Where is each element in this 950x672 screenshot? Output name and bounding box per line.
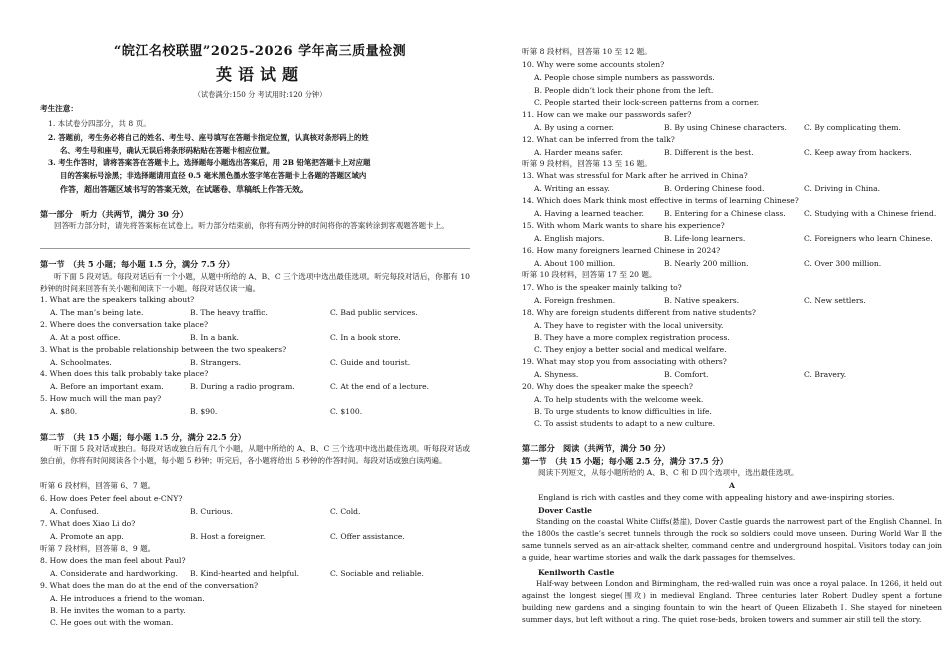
q1-option-b: B. The heavy traffic. xyxy=(190,308,268,317)
q4-option-b: B. During a radio program. xyxy=(190,382,295,391)
q20-stem: 20. Why does the speaker make the speech? xyxy=(522,382,693,391)
q6-option-c: C. Cold. xyxy=(330,507,361,516)
part2-sec1-heading: 第一节 （共 15 小题；每小题 2.5 分，满分 37.5 分） xyxy=(522,456,728,466)
q9-option-c: C. He goes out with the woman. xyxy=(50,618,174,627)
q20-option-b: B. To urge students to know difficulties in life. xyxy=(534,407,712,416)
q16-stem: 16. How many foreigners learned Chinese in 2024? xyxy=(522,246,721,255)
q10-option-a: A. People chose simple numbers as passwords. xyxy=(534,73,715,82)
q13-option-b: B. Ordering Chinese food. xyxy=(664,184,765,193)
subject-title: 英语试题 xyxy=(215,65,304,84)
q19-stem: 19. What may stop you from associating with others? xyxy=(522,357,727,366)
q3-option-b: B. Strangers. xyxy=(190,358,242,367)
q17-option-a: A. Foreign freshmen. xyxy=(534,296,616,305)
q10-stem: 10. Why were some accounts stolen? xyxy=(522,60,665,69)
notice-item-3c: 作答，超出答题区域书写的答案无效，在试题卷、草稿纸上作答无效。 xyxy=(60,184,308,194)
q13-stem: 13. What was stressful for Mark after he arrived in China? xyxy=(522,171,748,180)
part1-heading: 第一部分 听力（共两节，满分 30 分） xyxy=(40,209,189,219)
q7-option-c: C. Offer assistance. xyxy=(330,532,405,541)
q19-option-c: C. Bravery. xyxy=(804,370,847,379)
part2-heading: 第二部分 阅读（共两节，满分 50 分） xyxy=(522,443,671,453)
q5-option-b: B. $90. xyxy=(190,407,218,416)
q18-stem: 18. Why are foreign students different from native students? xyxy=(522,308,756,317)
passage-intro: England is rich with castles and they come with appealing history and awe-inspiring stories. xyxy=(538,493,895,502)
q8-option-b: B. Kind-hearted and helpful. xyxy=(190,569,300,578)
q4-option-a: A. Before an important exam. xyxy=(50,382,164,391)
q13-option-a: A. Writing an essay. xyxy=(534,184,610,193)
notice-item-2a: 2. 答题前，考生务必将自己的姓名、考生号、座号填写在答题卡指定位置，认真核对条形码上的姓 xyxy=(48,133,369,142)
q17-stem: 17. Who is the speaker mainly talking to? xyxy=(522,283,682,292)
q4-option-c: C. At the end of a lecture. xyxy=(330,382,430,391)
q5-option-a: A. $80. xyxy=(50,407,78,416)
q5-option-c: C. $100. xyxy=(330,407,363,416)
q12-stem: 12. What can be inferred from the talk? xyxy=(522,135,675,144)
q12-option-a: A. Harder means safer. xyxy=(534,148,623,157)
q3-stem: 3. What is the probable relationship between the two speakers? xyxy=(40,345,287,354)
sec2-intro: 听下面 5 段对话或独白。每段对话或独白后有几个小题，从题中所给的 A、B、C 三个选项中选出最佳选项。听每段对话或独白前，你将有时间阅读各个小题，每小题 5 秒钟；听完后，各小题将给出 5 秒钟的作答时间。每段对话或独白读两遍。 xyxy=(40,444,470,465)
q11-stem: 11. How can we make our passwords safer? xyxy=(522,110,692,119)
material-10: 听第 10 段材料，回答第 17 至 20 题。 xyxy=(522,270,657,279)
q17-option-c: C. New settlers. xyxy=(804,296,866,305)
notice-item-1: 1. 本试卷分四部分，共 8 页。 xyxy=(48,119,151,128)
q7-option-a: A. Promote an app. xyxy=(50,532,124,541)
q17-option-b: B. Native speakers. xyxy=(664,296,740,305)
q6-option-b: B. Curious. xyxy=(190,507,233,516)
sec2-heading: 第二节 （共 15 小题；每小题 1.5 分，满分 22.5 分） xyxy=(40,432,246,442)
q6-stem: 6. How does Peter feel about e-CNY? xyxy=(40,494,183,503)
part2-intro: 阅读下列短文，从每小题所给的 A、B、C 和 D 四个选项中，选出最佳选项。 xyxy=(538,468,799,477)
dover-title: Dover Castle xyxy=(538,506,593,515)
kenilworth-text: Half-way between London and Birmingham, the red-walled ruin was once a royal palace. In 1266, it held out against the longest siege(围攻) in medieval England. Three centuries later Robert Dudley spent a fortune building new gardens and a singing fountain to win the heart of Queen Elizabeth Ⅰ. She stayed for nineteen summer days, but left without a ring. The quiet rose-beds, broken towers and summer air still tell the story. xyxy=(522,579,942,624)
q9-option-a: A. He introduces a friend to the woman. xyxy=(50,594,205,603)
q1-stem: 1. What are the speakers talking about? xyxy=(40,295,195,304)
q13-option-c: C. Driving in China. xyxy=(804,184,881,193)
notice-item-3a: 3. 考生作答时，请将答案答在答题卡上。选择题每小题选出答案后，用 2B 铅笔把答题卡上对应题 xyxy=(48,158,371,167)
q11-option-a: A. By using a corner. xyxy=(534,123,614,132)
q15-stem: 15. With whom Mark wants to share his experience? xyxy=(522,221,725,230)
q20-option-c: C. To assist students to adapt to a new culture. xyxy=(534,419,715,428)
notice-heading: 考生注意： xyxy=(40,104,78,113)
q12-option-b: B. Different is the best. xyxy=(664,148,754,157)
part1-intro: 回答听力部分时，请先将答案标在试卷上。听力部分结束前，你将有两分钟的时间将你的答案转涂到客观题答题卡上。 xyxy=(54,221,449,230)
material-9: 听第 9 段材料，回答第 13 至 16 题。 xyxy=(522,159,652,168)
dover-text: Standing on the coastal White Cliffs(悬崖), Dover Castle guards the narrowest part of the English Channel. In the 1800s the castle’s secret tunnels through the rock so soldiers could move unseen. During World War Ⅱ the same tunnels served as an air-attack shelter, command centre and underground hospital. Visitors today can join a guide, hear wartime stories and walk the dark passages for themselves. xyxy=(522,517,942,562)
q3-option-a: A. Schoolmates. xyxy=(50,358,112,367)
passage-label: A xyxy=(729,481,735,490)
q2-option-c: C. In a book store. xyxy=(330,333,401,342)
sec1-intro: 听下面 5 段对话。每段对话后有一个小题，从题中所给的 A、B、C 三个选项中选出最佳选项。听完每段对话后，你都有 10 秒钟的时间来回答有关小题和阅读下一小题。每段对话仅读一遍。 xyxy=(40,272,470,293)
notice-item-2b: 名、考生号和座号，确认无误后将条形码粘贴在答题卡相应位置。 xyxy=(60,146,275,155)
q14-option-b: B. Entering for a Chinese class. xyxy=(664,209,786,218)
q14-stem: 14. Which does Mark think most effective in terms of learning Chinese? xyxy=(522,196,799,205)
q9-stem: 9. What does the man do at the end of the conversation? xyxy=(40,581,259,590)
q14-option-a: A. Having a learned teacher. xyxy=(534,209,644,218)
q19-option-a: A. Shyness. xyxy=(534,370,579,379)
q15-option-a: A. English majors. xyxy=(534,234,605,243)
kenilworth-title: Kenilworth Castle xyxy=(538,568,615,577)
q16-option-c: C. Over 300 million. xyxy=(804,259,882,268)
q16-option-a: A. About 100 million. xyxy=(534,259,616,268)
q16-option-b: B. Nearly 200 million. xyxy=(664,259,749,268)
q7-stem: 7. What does Xiao Li do? xyxy=(40,519,136,528)
q2-option-a: A. At a post office. xyxy=(50,333,121,342)
q18-option-b: B. They have a more complex registration process. xyxy=(534,333,730,342)
q8-option-c: C. Sociable and reliable. xyxy=(330,569,424,578)
q6-option-a: A. Confused. xyxy=(50,507,99,516)
q1-option-a: A. The man’s being late. xyxy=(50,308,144,317)
material-8: 听第 8 段材料，回答第 10 至 12 题。 xyxy=(522,47,652,56)
divider xyxy=(40,248,470,249)
q5-stem: 5. How much will the man pay? xyxy=(40,394,162,403)
exam-title: “皖江名校联盟”2025-2026 学年高三质量检测 xyxy=(113,44,407,59)
q2-stem: 2. Where does the conversation take place? xyxy=(40,320,209,329)
q1-option-c: C. Bad public services. xyxy=(330,308,418,317)
q20-option-a: A. To help students with the welcome week. xyxy=(534,395,704,404)
q8-stem: 8. How does the man feel about Paul? xyxy=(40,556,186,565)
q3-option-c: C. Guide and tourist. xyxy=(330,358,411,367)
q7-option-b: B. Host a foreigner. xyxy=(190,532,266,541)
material-6: 听第 6 段材料，回答第 6、7 题。 xyxy=(40,481,156,490)
q2-option-b: B. In a bank. xyxy=(190,333,239,342)
q4-stem: 4. When does this talk probably take place? xyxy=(40,369,209,378)
q15-option-b: B. Life-long learners. xyxy=(664,234,746,243)
q10-option-b: B. People didn’t lock their phone from the left. xyxy=(534,86,714,95)
q19-option-b: B. Comfort. xyxy=(664,370,709,379)
q12-option-c: C. Keep away from hackers. xyxy=(804,148,912,157)
exam-info: （试卷满分:150 分 考试用时:120 分钟） xyxy=(193,90,327,99)
q18-option-c: C. They enjoy a better social and medical welfare. xyxy=(534,345,727,354)
q10-option-c: C. People started their lock-screen patterns from a corner. xyxy=(534,98,760,107)
q11-option-b: B. By using Chinese characters. xyxy=(664,123,787,132)
q11-option-c: C. By complicating them. xyxy=(804,123,901,132)
q18-option-a: A. They have to register with the local university. xyxy=(534,321,724,330)
material-7: 听第 7 段材料，回答第 8、9 题。 xyxy=(40,544,156,553)
notice-item-3b: 目的答案标号涂黑；非选择题请用直径 0.5 毫米黑色墨水签字笔在答题卡上各题的答题区域内 xyxy=(60,171,367,180)
sec1-heading: 第一节 （共 5 小题；每小题 1.5 分，满分 7.5 分） xyxy=(40,259,235,269)
q14-option-c: C. Studying with a Chinese friend. xyxy=(804,209,937,218)
q8-option-a: A. Considerate and hardworking. xyxy=(50,569,178,578)
q15-option-c: C. Foreigners who learn Chinese. xyxy=(804,234,933,243)
q9-option-b: B. He invites the woman to a party. xyxy=(50,606,186,615)
